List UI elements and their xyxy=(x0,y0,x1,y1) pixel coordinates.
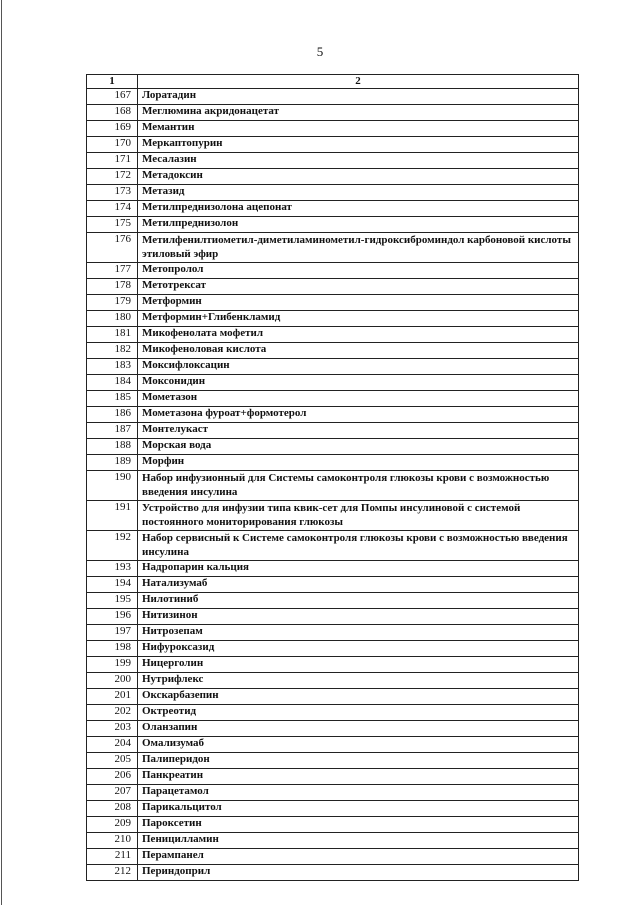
drug-name: Нитизинон xyxy=(138,609,579,625)
row-number: 195 xyxy=(87,593,138,609)
drug-name: Месалазин xyxy=(138,153,579,169)
drug-name: Окскарбазепин xyxy=(138,689,579,705)
row-number: 199 xyxy=(87,657,138,673)
table-row xyxy=(87,137,579,153)
drug-name: Метопролол xyxy=(138,263,579,279)
row-number: 207 xyxy=(87,785,138,801)
drug-name: Нилотиниб xyxy=(138,593,579,609)
table-row xyxy=(87,343,579,359)
table-row xyxy=(87,593,579,609)
row-number: 209 xyxy=(87,817,138,833)
table-row xyxy=(87,89,579,105)
drug-name: Нутрифлекс xyxy=(138,673,579,689)
row-number: 205 xyxy=(87,753,138,769)
page-number: 5 xyxy=(316,44,324,59)
row-number: 174 xyxy=(87,201,138,217)
drug-name: Меркаптопурин xyxy=(138,137,579,153)
row-number: 169 xyxy=(87,121,138,137)
row-number: 198 xyxy=(87,641,138,657)
drug-name: Перампанел xyxy=(138,849,579,865)
drug-name: Пароксетин xyxy=(138,817,579,833)
table-row xyxy=(87,641,579,657)
table-row xyxy=(87,455,579,471)
row-number: 193 xyxy=(87,561,138,577)
table-row xyxy=(87,279,579,295)
table-row xyxy=(87,721,579,737)
table-row xyxy=(87,625,579,641)
table-row xyxy=(87,263,579,279)
table-row xyxy=(87,769,579,785)
drug-name: Омализумаб xyxy=(138,737,579,753)
row-number: 185 xyxy=(87,391,138,407)
drug-name: Устройство для инфузии типа квик-сет для Помпы инсулиновой с системой постоянного мониторирования глюкозы xyxy=(138,501,579,531)
table-row xyxy=(87,295,579,311)
drug-name: Моксонидин xyxy=(138,375,579,391)
row-number: 180 xyxy=(87,311,138,327)
row-number: 210 xyxy=(87,833,138,849)
drug-name: Метилфенилтиометил-диметиламинометил-гидроксиброминдол карбоновой кислоты этиловый эфир xyxy=(138,233,579,263)
drug-name: Набор сервисный к Системе самоконтроля глюкозы крови с возможностью введения инсулина xyxy=(138,531,579,561)
drug-name: Метформин+Глибенкламид xyxy=(138,311,579,327)
table-row xyxy=(87,105,579,121)
drug-name: Натализумаб xyxy=(138,577,579,593)
row-number: 201 xyxy=(87,689,138,705)
table-row xyxy=(87,233,579,263)
row-number: 194 xyxy=(87,577,138,593)
table-row xyxy=(87,609,579,625)
row-number: 197 xyxy=(87,625,138,641)
table-row xyxy=(87,785,579,801)
row-number: 189 xyxy=(87,455,138,471)
drug-name: Моксифлоксацин xyxy=(138,359,579,375)
drug-name: Метазид xyxy=(138,185,579,201)
row-number: 200 xyxy=(87,673,138,689)
row-number: 212 xyxy=(87,865,138,881)
row-number: 192 xyxy=(87,531,138,561)
row-number: 176 xyxy=(87,233,138,263)
drug-name: Лоратадин xyxy=(138,89,579,105)
table-row xyxy=(87,577,579,593)
row-number: 168 xyxy=(87,105,138,121)
table-row xyxy=(87,817,579,833)
drug-name: Метадоксин xyxy=(138,169,579,185)
table-row xyxy=(87,705,579,721)
drug-name: Набор инфузионный для Системы самоконтроля глюкозы крови с возможностью введения инсулина xyxy=(138,471,579,501)
drug-name: Октреотид xyxy=(138,705,579,721)
drug-name: Метилпреднизолон xyxy=(138,217,579,233)
table-row xyxy=(87,423,579,439)
drug-name: Надропарин кальция xyxy=(138,561,579,577)
row-number: 190 xyxy=(87,471,138,501)
table-row xyxy=(87,849,579,865)
row-number: 167 xyxy=(87,89,138,105)
drug-name: Панкреатин xyxy=(138,769,579,785)
table-row xyxy=(87,311,579,327)
table-row xyxy=(87,185,579,201)
column-header-name: 2 xyxy=(138,75,579,89)
table-row xyxy=(87,217,579,233)
row-number: 173 xyxy=(87,185,138,201)
drug-name: Нифуроксазид xyxy=(138,641,579,657)
table-row xyxy=(87,689,579,705)
table-row xyxy=(87,169,579,185)
drug-name: Морфин xyxy=(138,455,579,471)
row-number: 182 xyxy=(87,343,138,359)
drug-name: Парацетамол xyxy=(138,785,579,801)
row-number: 181 xyxy=(87,327,138,343)
drug-name: Мемантин xyxy=(138,121,579,137)
table-row xyxy=(87,121,579,137)
drug-name: Метотрексат xyxy=(138,279,579,295)
table-row xyxy=(87,407,579,423)
table-header-row xyxy=(87,75,579,89)
table-row xyxy=(87,753,579,769)
drug-name: Метформин xyxy=(138,295,579,311)
row-number: 184 xyxy=(87,375,138,391)
table-row xyxy=(87,865,579,881)
drug-name: Монтелукаст xyxy=(138,423,579,439)
drug-name: Оланзапин xyxy=(138,721,579,737)
row-number: 188 xyxy=(87,439,138,455)
drug-name: Ницерголин xyxy=(138,657,579,673)
row-number: 203 xyxy=(87,721,138,737)
row-number: 186 xyxy=(87,407,138,423)
row-number: 206 xyxy=(87,769,138,785)
drug-name: Парикальцитол xyxy=(138,801,579,817)
row-number: 208 xyxy=(87,801,138,817)
drug-name: Микофенолата мофетил xyxy=(138,327,579,343)
row-number: 196 xyxy=(87,609,138,625)
scan-border-line xyxy=(1,0,2,905)
table-row xyxy=(87,391,579,407)
column-header-number: 1 xyxy=(87,75,138,89)
row-number: 170 xyxy=(87,137,138,153)
drug-list-table xyxy=(86,74,579,881)
table-row xyxy=(87,657,579,673)
drug-name: Микофеноловая кислота xyxy=(138,343,579,359)
row-number: 211 xyxy=(87,849,138,865)
table-row xyxy=(87,801,579,817)
row-number: 187 xyxy=(87,423,138,439)
table-row xyxy=(87,471,579,501)
drug-name: Морская вода xyxy=(138,439,579,455)
row-number: 175 xyxy=(87,217,138,233)
drug-name: Палиперидон xyxy=(138,753,579,769)
table-row xyxy=(87,673,579,689)
table-row xyxy=(87,737,579,753)
row-number: 177 xyxy=(87,263,138,279)
table-row xyxy=(87,561,579,577)
drug-name: Метилпреднизолона ацепонат xyxy=(138,201,579,217)
row-number: 183 xyxy=(87,359,138,375)
drug-name: Нитрозепам xyxy=(138,625,579,641)
row-number: 204 xyxy=(87,737,138,753)
table-row xyxy=(87,153,579,169)
table-row xyxy=(87,833,579,849)
table-row xyxy=(87,531,579,561)
table-row xyxy=(87,501,579,531)
table-row xyxy=(87,327,579,343)
drug-name: Мометазон xyxy=(138,391,579,407)
row-number: 191 xyxy=(87,501,138,531)
table-row xyxy=(87,359,579,375)
drug-name: Мометазона фуроат+формотерол xyxy=(138,407,579,423)
row-number: 171 xyxy=(87,153,138,169)
row-number: 172 xyxy=(87,169,138,185)
drug-name: Периндоприл xyxy=(138,865,579,881)
row-number: 202 xyxy=(87,705,138,721)
table-row xyxy=(87,439,579,455)
drug-name: Меглюмина акридонацетат xyxy=(138,105,579,121)
row-number: 178 xyxy=(87,279,138,295)
drug-name: Пеницилламин xyxy=(138,833,579,849)
table-row xyxy=(87,375,579,391)
table-row xyxy=(87,201,579,217)
row-number: 179 xyxy=(87,295,138,311)
